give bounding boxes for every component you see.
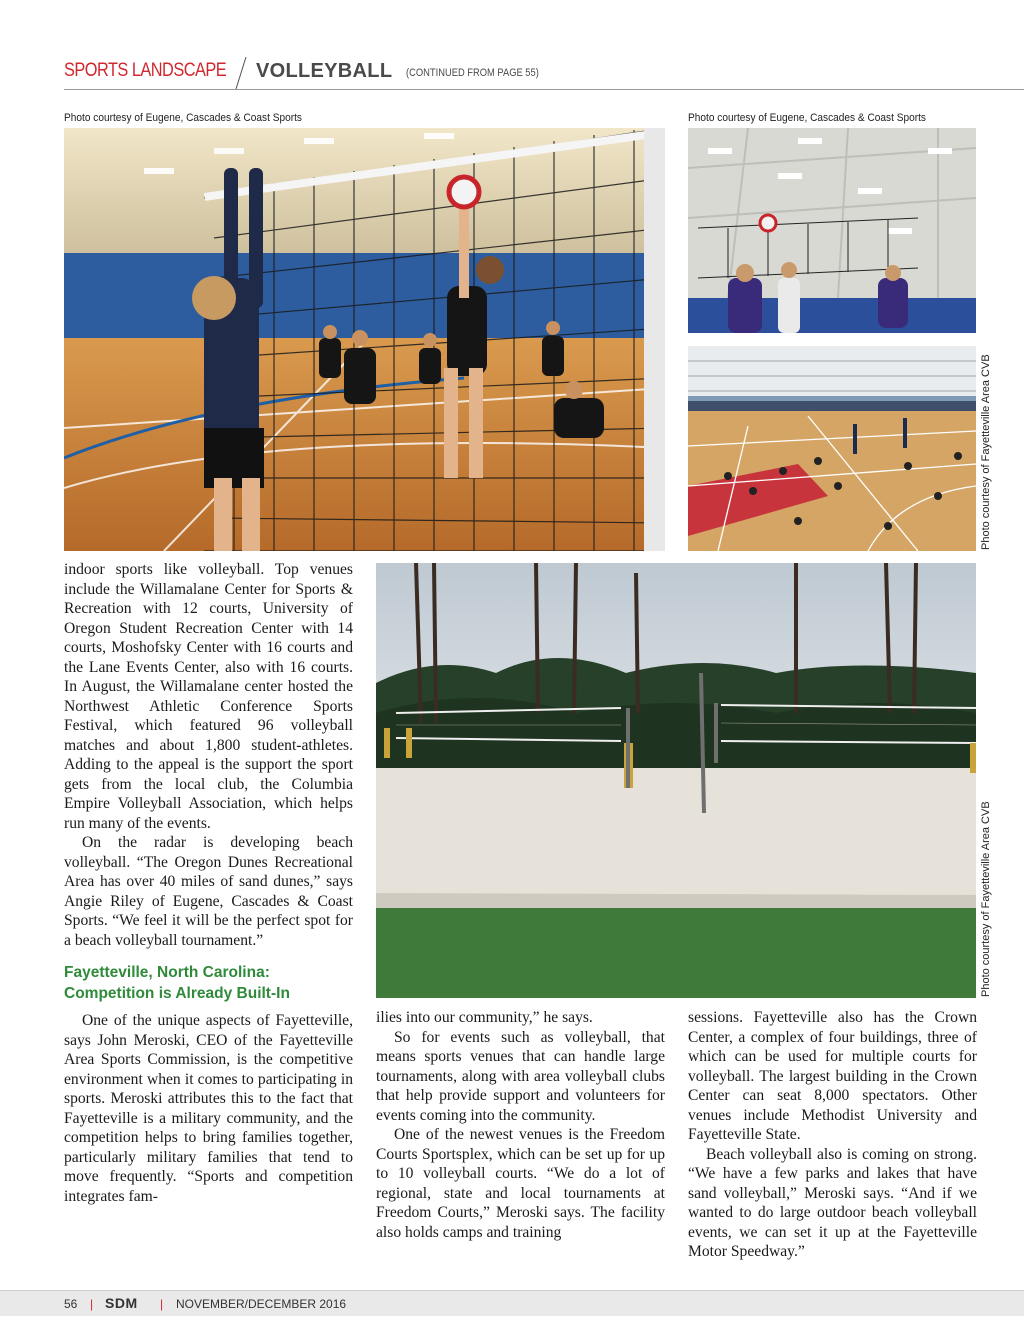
- paragraph: Beach volleyball also is coming on strong. “We have a few parks and lakes that have sand volleyball,” Meroski says. “And if we wanted to do large outdoor beach volleyball events, we can set it up at the Fayetteville Motor Speedway.”: [688, 1145, 977, 1260]
- page-header: [64, 56, 1024, 92]
- footer-separator: |: [90, 1297, 94, 1311]
- indoor-volleyball-photo-2: [688, 128, 976, 333]
- beach-volleyball-courts-photo: [376, 563, 976, 998]
- multi-court-gym-photo: [688, 346, 976, 551]
- paragraph: So for events such as volleyball, that means sports venues that can handle large tournaments, along with area volleyball clubs that help provide support and volunteers for events coming into the community.: [376, 1028, 665, 1124]
- footer-separator: |: [160, 1297, 164, 1311]
- continued-note: (CONTINUED FROM PAGE 55): [406, 67, 539, 79]
- photo-credit-indoor-top-right: Photo courtesy of Eugene, Cascades & Coast Sports: [688, 112, 926, 124]
- photo-credit-indoor-main: Photo courtesy of Eugene, Cascades & Coast Sports: [64, 112, 302, 124]
- paragraph: ilies into our community,” he says.: [376, 1009, 593, 1026]
- topic-label: VOLLEYBALL: [256, 60, 393, 82]
- article-column-3: [688, 1008, 977, 1262]
- section-label: SPORTS LANDSCAPE: [64, 60, 227, 81]
- magazine-logo: SDM: [105, 1295, 138, 1311]
- photo-credit-gym-courts: Photo courtesy of Fayetteville Area CVB: [980, 354, 992, 550]
- paragraph: indoor sports like volleyball. Top venues include the Willamalane Center for Sports & Recreation with 12 courts, University of Oregon Student Recreation Center with 14 courts, Moshofsky Center with 16 courts and the Lane Events Center, also with 16 courts. In August, the Willamalane center hosted the Northwest Athletic Conference Sports Festival, which featured 96 volleyball matches and about 1,800 student-athletes. Adding to the appeal is the support the sport gets from the local club, the Columbia Empire Volleyball Association, which helps run many of the events.: [64, 561, 353, 832]
- indoor-volleyball-photo: [64, 128, 665, 551]
- photo-credit-beach-courts: Photo courtesy of Fayetteville Area CVB: [980, 801, 992, 997]
- section-heading: Fayetteville, North Carolina: Competition is Already Built-In: [64, 964, 290, 1002]
- paragraph: One of the unique aspects of Fayetteville, says John Meroski, CEO of the Fayetteville Area Sports Commission, is the competitive environment when it comes to participating in sports. Meroski attributes this to the fact that Fayetteville is a military community, and the competition helps to bring families together, particularly military families that tend to move frequently. “Sports and competition integrates fam-: [64, 1012, 353, 1205]
- paragraph: On the radar is developing beach volleyball. “The Oregon Dunes Recreational Area has over 40 miles of sand dunes,” says Angie Riley of Eugene, Cascades & Coast Sports. “We feel it will be the perfect spot for a beach volleyball tournament.”: [64, 834, 353, 949]
- article-column-1: [64, 560, 353, 1206]
- header-rule: [64, 89, 1024, 90]
- issue-date: NOVEMBER/DECEMBER 2016: [176, 1297, 347, 1311]
- page-number: 56: [64, 1297, 78, 1311]
- header-slash: [234, 56, 248, 90]
- page-footer: [0, 1290, 1024, 1316]
- paragraph: One of the newest venues is the Freedom Courts Sportsplex, which can be set up for up to 10 volleyball courts. “We do a lot of regional, state and local tournaments at Freedom Courts,” Meroski says. The facility also holds camps and training: [376, 1126, 665, 1241]
- paragraph: sessions. Fayetteville also has the Crown Center, a complex of four buildings, three of which can be used for multiple courts for volleyball. The largest building in the Crown Center can seat 8,000 spectators. Other venues include Methodist University and Fayetteville State.: [688, 1009, 977, 1143]
- article-column-2: [376, 1008, 665, 1242]
